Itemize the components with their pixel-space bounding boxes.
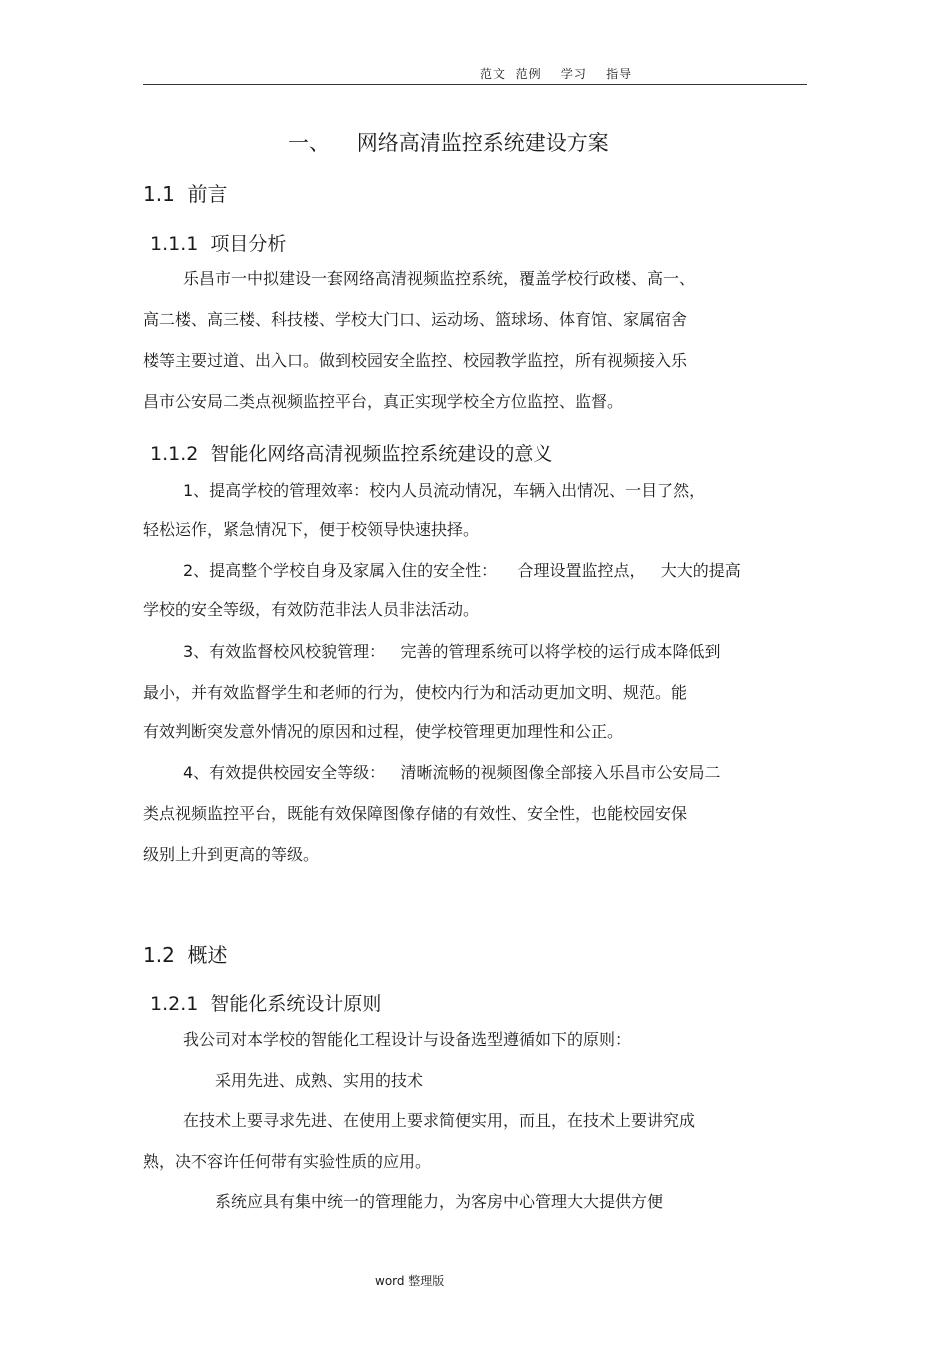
page-footer: word 整理版 <box>375 1274 445 1288</box>
paragraph-line: 学校的安全等级，有效防范非法人员非法活动。 <box>143 600 480 619</box>
paragraph-line: 昌市公安局二类点视频监控平台，真正实现学校全方位监控、监督。 <box>143 392 624 411</box>
header-divider <box>143 84 807 85</box>
paragraph-line: 2、提高整个学校自身及家属入住的安全性： 合理设置监控点， 大大的提高 <box>183 561 741 580</box>
section-heading-1-1-1: 1.1.1 项目分析 <box>150 233 287 255</box>
paragraph-line: 有效判断突发意外情况的原因和过程，使学校管理更加理性和公正。 <box>143 722 624 741</box>
paragraph-line: 乐昌市一中拟建设一套网络高清视频监控系统，覆盖学校行政楼、高一、 <box>183 269 696 288</box>
paragraph-line: 系统应具有集中统一的管理能力，为客房中心管理大大提供方便 <box>215 1192 664 1211</box>
paragraph-line: 我公司对本学校的智能化工程设计与设备选型遵循如下的原则： <box>183 1030 632 1049</box>
section-heading-1-1: 1.1 前言 <box>143 182 228 206</box>
paragraph-line: 类点视频监控平台，既能有效保障图像存储的有效性、安全性，也能校园安保 <box>143 804 688 823</box>
paragraph-line: 级别上升到更高的等级。 <box>143 845 320 864</box>
paragraph-line: 3、有效监督校风校貌管理： 完善的管理系统可以将学校的运行成本降低到 <box>183 642 721 661</box>
section-heading-1-1-2: 1.1.2 智能化网络高清视频监控系统建设的意义 <box>150 443 553 465</box>
paragraph-line: 楼等主要过道、出入口。做到校园安全监控、校园教学监控，所有视频接入乐 <box>143 351 688 370</box>
document-title: 一、 网络高清监控系统建设方案 <box>288 131 609 155</box>
paragraph-line: 在技术上要寻求先进、在使用上要求简便实用，而且，在技术上要讲究成 <box>183 1111 696 1130</box>
paragraph-line: 轻松运作，紧急情况下，便于校领导快速抉择。 <box>143 520 480 539</box>
page-header: 范文 范例 学习 指导 <box>480 67 633 81</box>
paragraph-line: 采用先进、成熟、实用的技术 <box>215 1071 424 1090</box>
paragraph-line: 高二楼、高三楼、科技楼、学校大门口、运动场、篮球场、体育馆、家属宿舍 <box>143 310 688 329</box>
section-heading-1-2: 1.2 概述 <box>143 943 228 967</box>
paragraph-line: 1、提高学校的管理效率：校内人员流动情况，车辆入出情况、一目了然， <box>183 481 706 500</box>
paragraph-line: 熟，决不容许任何带有实验性质的应用。 <box>143 1152 432 1171</box>
paragraph-line: 4、有效提供校园安全等级： 清晰流畅的视频图像全部接入乐昌市公安局二 <box>183 763 721 782</box>
paragraph-line: 最小，并有效监督学生和老师的行为，使校内行为和活动更加文明、规范。能 <box>143 683 688 702</box>
section-heading-1-2-1: 1.2.1 智能化系统设计原则 <box>150 993 382 1015</box>
